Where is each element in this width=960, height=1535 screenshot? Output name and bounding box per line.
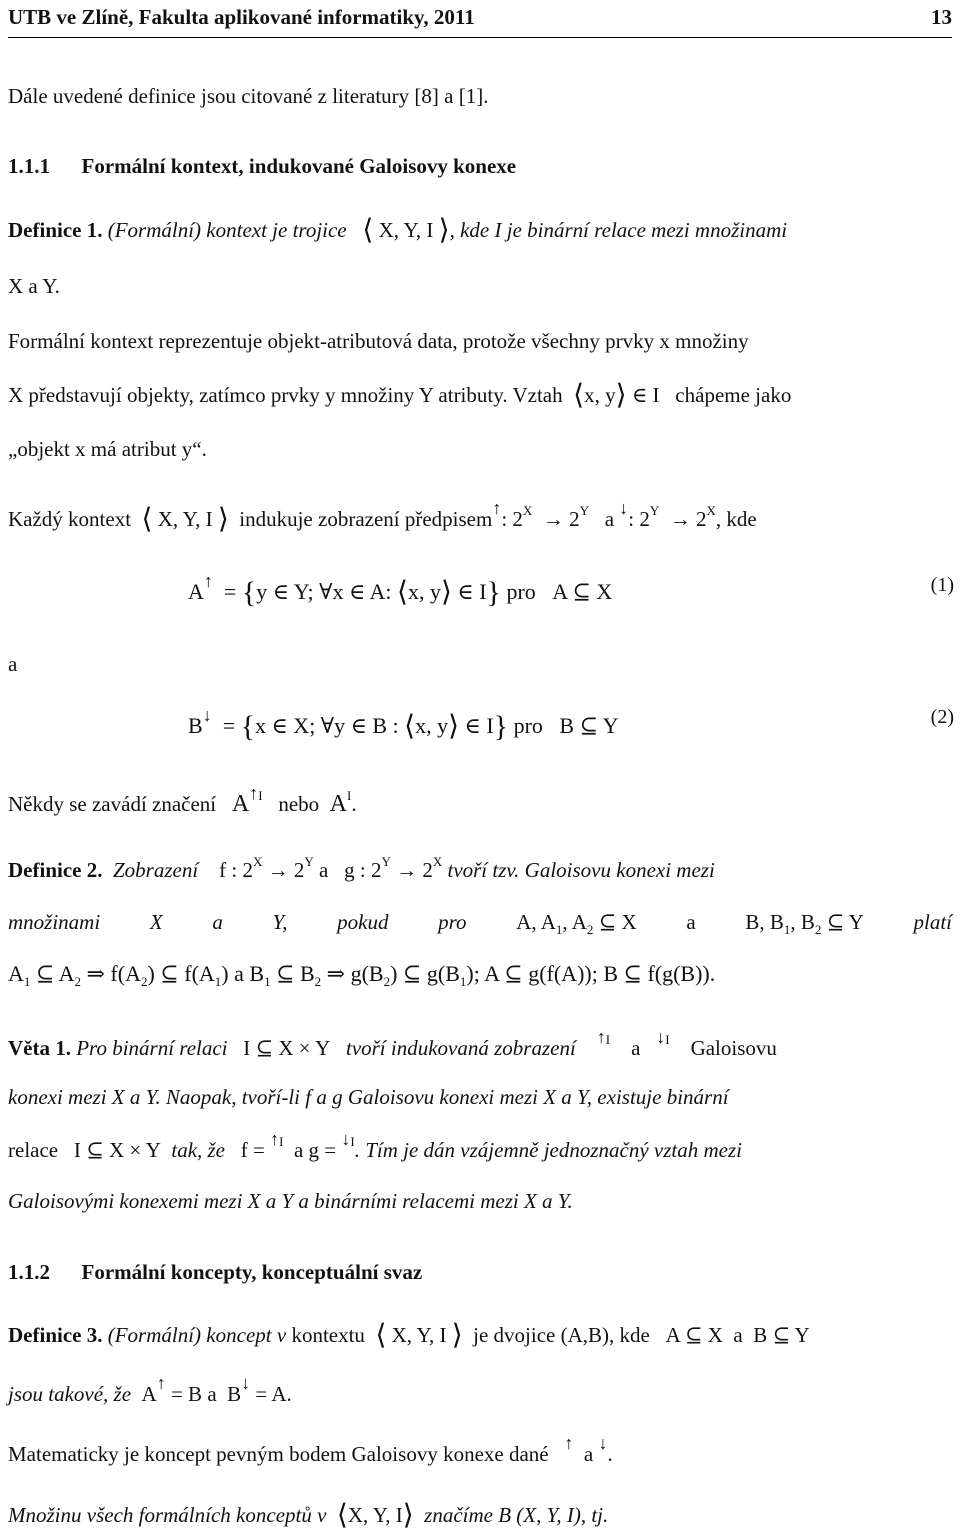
word: Y, (272, 910, 288, 934)
superscript: I (258, 788, 263, 803)
header-title: UTB ve Zlíně, Fakulta aplikované informatiky, 2011 (8, 5, 475, 29)
paragraph-text: značíme B (X, Y, I), tj. (424, 1503, 609, 1527)
definition-label: Definice 1. (8, 218, 103, 242)
theorem-text: . Tím je dán vzájemně jednoznačný vztah mezi (354, 1138, 742, 1162)
definition-3-line-2: jsou takové, že A↑ = B a B↓ = A. (8, 1373, 292, 1406)
right-angle: ⟩ (451, 1320, 463, 1351)
header-rule (8, 37, 952, 38)
left-angle: ⟨ (404, 711, 416, 742)
superscript: I (347, 788, 352, 803)
pair: x, y (584, 383, 616, 407)
section-number: 1.1.2 (8, 1260, 50, 1284)
word: a (686, 910, 696, 934)
paragraph-text: pro (513, 713, 543, 738)
context-triple: X, Y, I (378, 218, 434, 242)
down-arrow-icon: ↓ (341, 1129, 351, 1149)
superscript: I (665, 1032, 670, 1047)
up-arrow-icon: ↑ (564, 1433, 574, 1453)
intro-paragraph: Dále uvedené definice jsou citované z literatury [8] a [1]. (8, 84, 489, 108)
right-angle: ⟩ (402, 1500, 414, 1531)
theorem-1-line-2: konexi mezi X a Y. Naopak, tvoří-li f a g Galoisovu konexi mezi X a Y, existuje binární (8, 1085, 729, 1109)
definition-text: , kde I je binární relace mezi množinami (449, 218, 788, 242)
up-arrow-icon: ↑ (596, 1027, 606, 1047)
down-arrow-icon: ↓ (598, 1433, 608, 1453)
superscript: I (350, 1134, 355, 1149)
relation-symbol: I (652, 383, 660, 407)
right-arrow-icon: → (542, 507, 564, 531)
math: 2 (569, 507, 580, 531)
word: a (212, 910, 223, 934)
equation-number: (2) (930, 706, 954, 728)
superscript: Y (304, 854, 314, 869)
math: x ∈ X; ∀y ∈ B : (255, 713, 399, 738)
math: 2 (293, 858, 305, 882)
relation-symbol: I (486, 713, 494, 738)
paragraph-line (8, 1500, 608, 1529)
up-arrow-icon: ↑ (156, 1373, 166, 1393)
section-number: 1.1.1 (8, 154, 50, 178)
down-arrow-icon: ↓ (619, 498, 629, 518)
word: platí (913, 910, 952, 934)
up-arrow-icon: ↑ (203, 571, 213, 591)
equation-2: B↓ = {x ∈ X; ∀y ∈ B : ⟨x, y⟩ ∈ I} pro B ⊆ Y (188, 705, 619, 743)
paragraph-text: Matematicky je koncept pevným bodem Galoisovy konexe dané (8, 1442, 549, 1466)
math: A (329, 791, 348, 817)
context-triple: X, Y, I (347, 1503, 403, 1527)
superscript: I (279, 1134, 284, 1149)
left-angle: ⟨ (375, 1320, 387, 1351)
paragraph-text: chápeme jako (675, 383, 792, 407)
section-heading (8, 1258, 422, 1286)
section-title: Formální kontext, indukované Galoisovy konexe (81, 154, 517, 178)
paragraph-text: Každý kontext (8, 507, 132, 531)
context-triple: X, Y, I (391, 1323, 447, 1347)
paragraph-text: X představují objekty, zatímco prvky y množiny Y atributy. Vztah (8, 383, 563, 407)
superscript: X (522, 503, 533, 518)
paragraph-text: Někdy se zavádí značení (8, 792, 217, 816)
definition-3-line-1: Definice 3. (Formální) koncept v kontextu ⟨ X, Y, I ⟩ je dvojice (A,B), kde A ⊆ X a B ⊆ Y (8, 1320, 810, 1351)
notation-line (8, 783, 357, 821)
definition-text: (Formální) kontext je trojice (107, 218, 347, 242)
mapping-definition (8, 498, 757, 536)
conjunction: a (583, 1442, 594, 1466)
math: a g = (293, 1138, 342, 1162)
left-angle: ⟨ (362, 215, 374, 246)
up-arrow-icon: ↑ (249, 783, 259, 803)
definition-2-line-1 (8, 856, 715, 887)
conjunction: a (604, 507, 615, 531)
definition-text: (Formální) koncept v (107, 1323, 287, 1347)
superscript: Y (381, 854, 391, 869)
right-brace: } (486, 576, 501, 609)
theorem-1-line-3: relace I ⊆ X × Y tak, že f = ↑$^I$ a g = ↓$^I$. Tím je dán vzájemně jednoznačný vztah mezi (8, 1129, 742, 1162)
theorem-text: tvoří indukovaná zobrazení (345, 1036, 576, 1060)
definition-label: Definice 2. (8, 858, 103, 882)
page-number: 13 (931, 5, 952, 29)
math: B (188, 713, 203, 738)
definition-text: je dvojice (A,B), kde (473, 1323, 650, 1347)
paragraph-text: , kde (715, 507, 757, 531)
paragraph-text: indukuje zobrazení předpisem (239, 507, 493, 531)
punctuation: . (351, 792, 357, 816)
paragraph-line (8, 1433, 613, 1469)
math: : 2 (501, 507, 523, 531)
right-angle: ⟩ (448, 711, 460, 742)
condition: A ⊆ X (552, 579, 613, 604)
punctuation: . (607, 1442, 613, 1466)
up-arrow-icon: ↑ (492, 498, 502, 518)
right-brace: } (493, 710, 509, 743)
superscript: X (432, 854, 443, 869)
left-brace: { (240, 710, 256, 743)
pair: x, y (415, 713, 449, 738)
right-angle: ⟩ (438, 215, 450, 246)
definition-text: tvoří tzv. Galoisovu konexi mezi (447, 858, 715, 882)
math: f : 2 (219, 858, 253, 882)
definition-text: kontextu (291, 1323, 365, 1347)
left-brace: { (241, 576, 257, 609)
pair: x, y (407, 579, 441, 604)
context-triple: X, Y, I (157, 507, 213, 531)
left-angle: ⟨ (573, 380, 585, 411)
superscript: Y (579, 503, 589, 518)
math: 2 (696, 507, 707, 531)
word: množinami (8, 910, 101, 934)
conjunction: a (631, 1036, 641, 1060)
right-angle: ⟩ (217, 504, 229, 535)
math: g : 2 (344, 858, 382, 882)
definition-text: jsou takové, že (8, 1382, 132, 1406)
left-angle: ⟨ (397, 577, 408, 608)
conjunction: a (8, 652, 18, 676)
theorem-1-line-4: Galoisovými konexemi mezi X a Y a binárními relacemi mezi X a Y. (8, 1189, 573, 1213)
theorem-text: tak, že (171, 1138, 226, 1162)
theorem-text: relace (8, 1138, 59, 1162)
section-title: Formální koncepty, konceptuální svaz (81, 1260, 423, 1284)
superscript: Y (649, 503, 660, 518)
conjunction: a (319, 858, 329, 882)
math: : 2 (628, 507, 650, 531)
paragraph-line: X představují objekty, zatímco prvky y množiny Y atributy. Vztah ⟨x, y⟩ ∈ I chápeme jako (8, 380, 792, 411)
right-angle: ⟩ (615, 380, 627, 411)
definition-2-line-3: $A_1$ ⊆ $A_2$ ⇒ $f(A_2)$ ⊆ $f(A_1)$ a $B_1$ ⊆ $B_2$ ⇒ $g(B_2)$ ⊆ $g(B_1)$; A ⊆ g(f(A)); B ⊆ f(g(B)). (8, 961, 716, 989)
theorem-label: Věta 1. (8, 1036, 71, 1060)
right-angle: ⟩ (440, 577, 452, 608)
math: f = (240, 1138, 271, 1162)
math: y ∈ Y; ∀x ∈ A: (256, 579, 392, 604)
definition-text: Zobrazení (112, 858, 199, 882)
word: pokud (337, 910, 389, 934)
definition-label: Definice 3. (8, 1323, 103, 1347)
section-heading (8, 152, 516, 180)
paragraph-line: Formální kontext reprezentuje objekt-atributová data, protože všechny prvky x množiny (8, 329, 749, 353)
left-angle: ⟨ (141, 504, 153, 535)
word: X (149, 910, 163, 934)
right-arrow-icon: → (396, 858, 418, 882)
math: A, $A_1$, $A_2$ ⊆ X (516, 910, 637, 937)
condition: B ⊆ Y (559, 713, 619, 738)
definition-1-line-1 (8, 215, 787, 244)
running-header (8, 3, 952, 31)
right-arrow-icon: → (669, 507, 691, 531)
theorem-1-line-1: Věta 1. Pro binární relaci I ⊆ X × Y tvoří indukovaná zobrazení ↑$^I$ a ↓$^I$ Galoisovu (8, 1027, 777, 1060)
theorem-text: Pro binární relaci (76, 1036, 228, 1060)
up-arrow-icon: ↑ (270, 1129, 280, 1149)
paragraph-text: nebo (278, 792, 320, 816)
relation-symbol: I (479, 579, 487, 604)
right-arrow-icon: → (267, 858, 289, 882)
definition-1-line-2: X a Y. (8, 274, 60, 298)
math: B, $B_1$, $B_2$ ⊆ Y (745, 910, 864, 937)
left-angle: ⟨ (336, 1500, 348, 1531)
math: A (188, 579, 204, 604)
paragraph-text: Množinu všech formálních konceptů v (8, 1503, 327, 1527)
down-arrow-icon: ↓ (241, 1373, 251, 1393)
math: 2 (422, 858, 433, 882)
equation-1: A↑ = {y ∈ Y; ∀x ∈ A: ⟨x, y⟩ ∈ I} pro A ⊆ X (188, 571, 613, 609)
superscript: X (253, 854, 263, 869)
down-arrow-icon: ↓ (656, 1027, 666, 1047)
theorem-text: Galoisovu (690, 1036, 777, 1060)
down-arrow-icon: ↓ (202, 705, 212, 725)
math: A (231, 791, 250, 817)
word: pro (438, 910, 467, 934)
equation-number: (1) (930, 574, 954, 596)
paragraph-text: pro (506, 579, 536, 604)
paragraph-line: „objekt x má atribut y“. (8, 437, 207, 461)
definition-2-line-2 (8, 908, 952, 939)
superscript: I (605, 1032, 611, 1047)
superscript: X (706, 503, 716, 518)
